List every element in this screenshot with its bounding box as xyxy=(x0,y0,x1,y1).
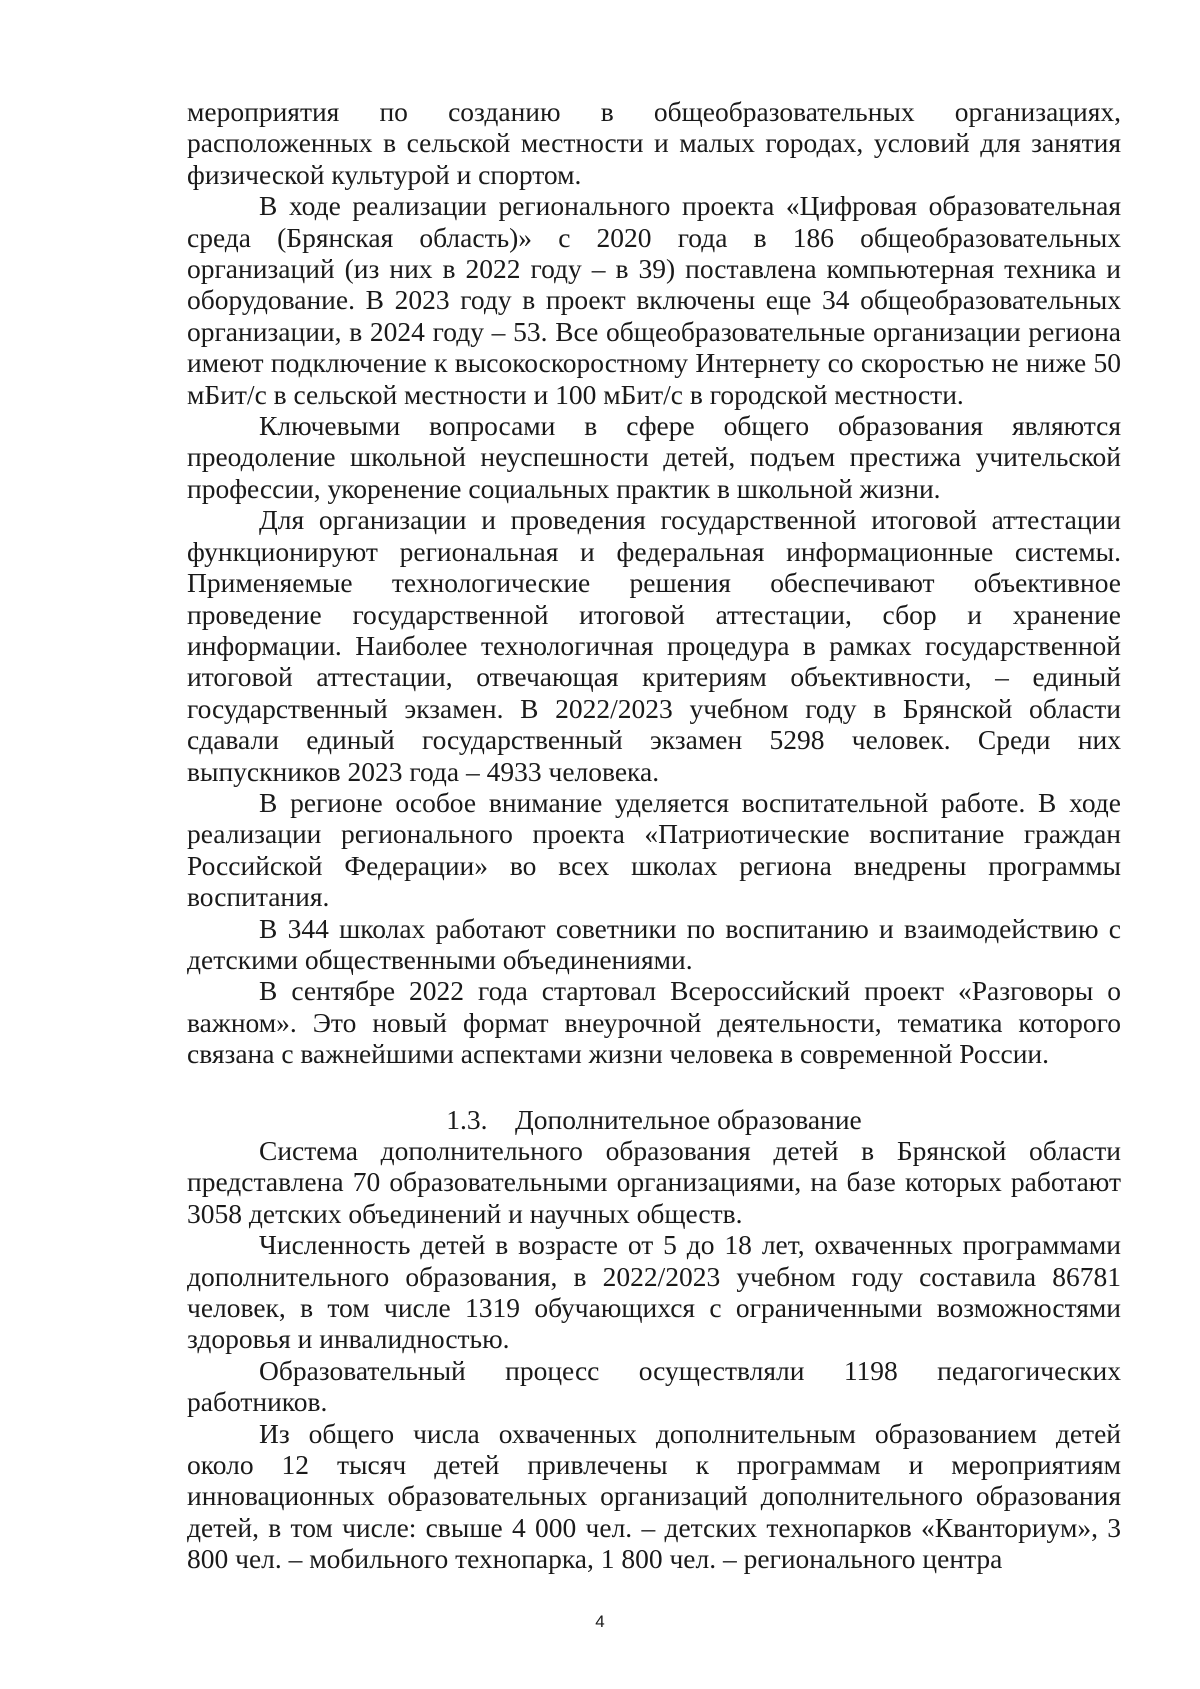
paragraph-children-count: Численность детей в возрасте от 5 до 18 лет, охваченных программами дополнительного образования, в 2022/2023 учебном году составила 86781 человек, в том числе 1319 обучающихся с ограниченными возможностями здоровья и инвалидностью. xyxy=(187,1229,1121,1355)
paragraph-important-talks: В сентябре 2022 года стартовал Всероссийский проект «Разговоры о важном». Это новый формат внеурочной деятельности, тематика которого связана с важнейшими аспектами жизни человека в современной России. xyxy=(187,975,1121,1070)
paragraph-upbringing: В регионе особое внимание уделяется воспитательной работе. В ходе реализации регионального проекта «Патриотические воспитание граждан Российской Федерации» во всех школах региона внедрены программы воспитания. xyxy=(187,786,1121,913)
document-body xyxy=(187,96,1121,1575)
paragraph-advisors: В 344 школах работают советники по воспитанию и взаимодействию с детскими общественными объединениями. xyxy=(187,912,1121,975)
section-heading: 1.3. Дополнительное образование xyxy=(446,1103,862,1135)
page-number: 4 xyxy=(595,1612,605,1631)
paragraph-innovative-organizations: Из общего числа охваченных дополнительным образованием детей около 12 тысяч детей привлечены к программам и мероприятиям инновационных образовательных организаций дополнительного образования детей, в том числе: свыше 4 000 чел. – детских технопарков «Кванториум», 3 800 чел. – мобильного технопарка, 1 800 чел. – регионального центра xyxy=(187,1417,1121,1575)
paragraph-additional-education-system: Система дополнительного образования детей в Брянской области представлена 70 образовательными организациями, на базе которых работают 3058 детских объединений и научных обществ. xyxy=(187,1135,1121,1229)
paragraph-digital-environment: В ходе реализации регионального проекта «Цифровая образовательная среда (Брянская область)» с 2020 года в 186 общеобразовательных организаций (из них в 2022 году – в 39) поставлена компьютерная техника и оборудование. В 2023 году в проект включены еще 34 общеобразовательных организации, в 2024 году – 53. Все общеобразовательные организации региона имеют подключение к высокоскоростному Интернету со скоростью не ниже 50 мБит/с в сельской местности и 100 мБит/с в городской местности. xyxy=(187,190,1121,410)
paragraph-teachers: Образовательный процесс осуществляли 1198 педагогических работников. xyxy=(187,1354,1121,1418)
paragraph-state-attestation: Для организации и проведения государственной итоговой аттестации функционируют региональная и федеральная информационные системы. Применяемые технологические решения обеспечивают объективное проведение государственной итоговой аттестации, сбор и хранение информации. Наиболее технологичная процедура в рамках государственной итоговой аттестации, отвечающая критериям объективности, – единый государственный экзамен. В 2022/2023 учебном году в Брянской области сдавали единый государственный экзамен 5298 человек. Среди них выпускников 2023 года – 4933 человека. xyxy=(187,504,1121,787)
paragraph-key-issues: Ключевыми вопросами в сфере общего образования являются преодоление школьной неуспешности детей, подъем престижа учительской профессии, укоренение социальных практик в школьной жизни. xyxy=(187,410,1121,504)
paragraph-continuation: мероприятия по созданию в общеобразовательных организациях, расположенных в сельской местности и малых городах, условий для занятия физической культурой и спортом. xyxy=(187,96,1121,190)
